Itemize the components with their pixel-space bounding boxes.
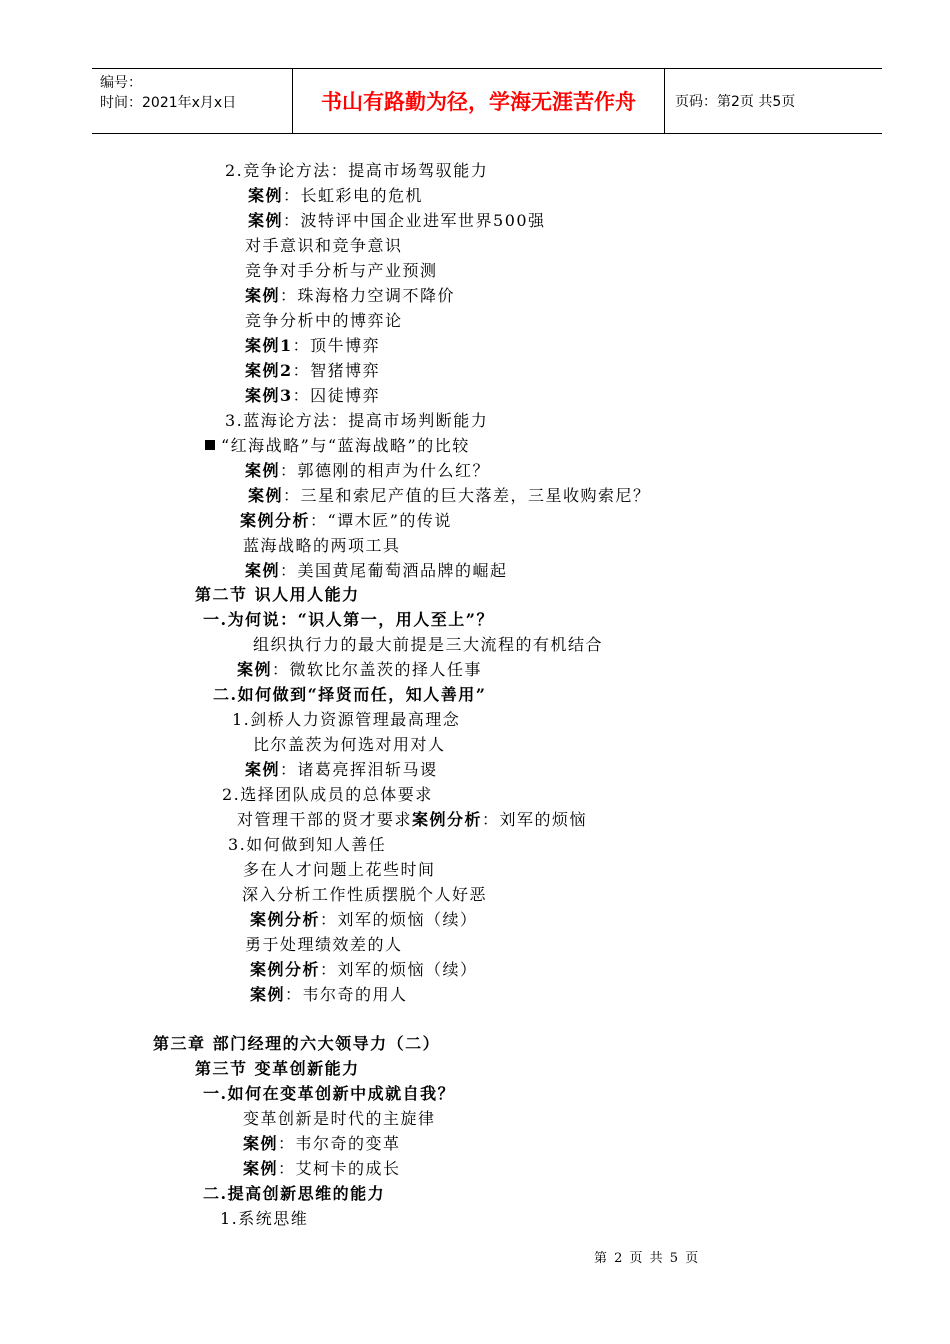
header-motto: 书山有路勤为径，学海无涯苦作舟 [293,69,665,133]
outline-line [225,410,488,432]
outline-line [243,859,436,881]
outline-line [237,659,482,681]
line-label: 案例2 [245,361,293,380]
line-text: 1.系统思维 [220,1209,309,1228]
line-label: 第二节 识人用人能力 [195,585,360,604]
outline-line [243,1133,401,1155]
outline-line [240,510,452,532]
outline-line [232,709,460,731]
line-text: ：囚徒博弈 [292,386,381,405]
outline-line [205,435,470,457]
outline-line [243,535,401,557]
outline-line [250,959,478,981]
page-footer: 第 2 页 共 5 页 [594,1251,700,1266]
line-label: 案例 [248,211,284,230]
line-label: 案例分析 [412,810,483,829]
outline-line [245,335,380,357]
line-label: 案例分析 [240,511,311,530]
line-text: ：“谭木匠”的传说 [310,511,452,530]
line-label: 案例分析 [250,910,321,929]
line-text: 蓝海战略的两项工具 [243,536,401,555]
line-text: 竞争对手分析与产业预测 [245,261,438,280]
line-label: 案例 [237,660,273,679]
outline-line [248,185,423,207]
outline-line [243,1108,436,1130]
line-label: 案例 [245,561,281,580]
outline-line [195,1058,360,1080]
line-prefix: 对管理干部的贤才要求 [237,810,413,829]
outline-line [245,560,508,582]
line-text: ：刘军的烦恼（续） [320,960,478,979]
page-header [92,68,882,134]
line-text: ：韦尔奇的用人 [285,985,408,1004]
outline-line [222,784,433,806]
line-text: ：艾柯卡的成长 [278,1159,401,1178]
line-label: 案例 [245,760,281,779]
line-text: ：诸葛亮挥泪斩马谡 [280,760,438,779]
outline-line [237,809,587,831]
line-text: 比尔盖茨为何选对用对人 [253,735,446,754]
line-label: 案例 [245,286,281,305]
outline-line [245,360,380,382]
outline-line [245,759,438,781]
outline-line [253,634,603,656]
outline-line [245,310,403,332]
line-label: 案例1 [245,336,293,355]
line-label: 案例 [243,1159,279,1178]
line-text: 2.竞争论方法：提高市场驾驭能力 [225,161,489,180]
line-text: 2.选择团队成员的总体要求 [222,785,433,804]
outline-line [153,1033,440,1055]
outline-line [245,285,455,307]
header-page-label: 页码：第2页 共5页 [675,94,796,110]
outline-line [245,385,380,407]
line-text: ：顶牛博弈 [292,336,381,355]
line-text: 3.如何做到知人善任 [228,835,387,854]
outline-line [243,1158,401,1180]
line-text: ：刘军的烦恼 [482,810,588,829]
line-label: 案例分析 [250,960,321,979]
line-text: ：刘军的烦恼（续） [320,910,478,929]
outline-line [213,684,486,706]
line-label: 二.如何做到“择贤而任，知人善用” [213,685,487,704]
line-text: ：智猪博弈 [292,361,381,380]
outline-line [250,984,408,1006]
line-label: 案例 [248,186,284,205]
line-text: 变革创新是时代的主旋律 [243,1109,436,1128]
outline-line [245,235,403,257]
line-label: 案例 [243,1134,279,1153]
outline-line [245,934,403,956]
line-text: ：郭德刚的相声为什么红？ [280,461,491,480]
line-text: 竞争分析中的博弈论 [245,311,403,330]
line-label: 案例3 [245,386,293,405]
line-text: ：波特评中国企业进军世界500强 [283,211,546,230]
line-label: 案例 [248,486,284,505]
line-text: ：长虹彩电的危机 [283,186,424,205]
outline-line [248,485,651,507]
outline-line [195,584,360,606]
line-label: 案例 [250,985,286,1004]
line-label: 二.提高创新思维的能力 [203,1184,386,1203]
header-info-cell [92,69,293,133]
line-text: ：珠海格力空调不降价 [280,286,456,305]
outline-line [225,160,488,182]
outline-line [242,884,487,906]
line-text: ：韦尔奇的变革 [278,1134,401,1153]
line-text: ：微软比尔盖茨的择人任事 [272,660,483,679]
outline-line [245,260,438,282]
line-text: ：美国黄尾葡萄酒品牌的崛起 [280,561,508,580]
line-text: 3.蓝海论方法：提高市场判断能力 [225,411,489,430]
line-text: 1.剑桥人力资源管理最高理念 [232,710,461,729]
line-text: 深入分析工作性质摆脱个人好恶 [242,885,488,904]
line-label: 一.为何说：“识人第一，用人至上”？ [203,610,494,629]
line-text: 多在人才问题上花些时间 [243,860,436,879]
header-code-label: 编号： [100,75,142,91]
outline-line [203,609,494,631]
square-bullet-icon [205,440,215,450]
header-time-label: 时间：2021年x月x日 [100,95,237,111]
outline-line [228,834,386,856]
line-text: 对手意识和竞争意识 [245,236,403,255]
line-text: ：三星和索尼产值的巨大落差，三星收购索尼？ [283,486,651,505]
outline-line [203,1083,455,1105]
line-label: 案例 [245,461,281,480]
outline-line [253,734,446,756]
outline-line [203,1183,385,1205]
line-text: “红海战略”与“蓝海战略”的比较 [221,436,470,455]
line-label: 第三章 部门经理的六大领导力（二） [153,1034,441,1053]
outline-line [245,460,490,482]
outline-line [220,1208,308,1230]
outline-line [250,909,478,931]
line-label: 一.如何在变革创新中成就自我？ [203,1084,456,1103]
line-text: 组织执行力的最大前提是三大流程的有机结合 [253,635,604,654]
outline-line [248,210,546,232]
line-label: 第三节 变革创新能力 [195,1059,360,1078]
line-text: 勇于处理绩效差的人 [245,935,403,954]
